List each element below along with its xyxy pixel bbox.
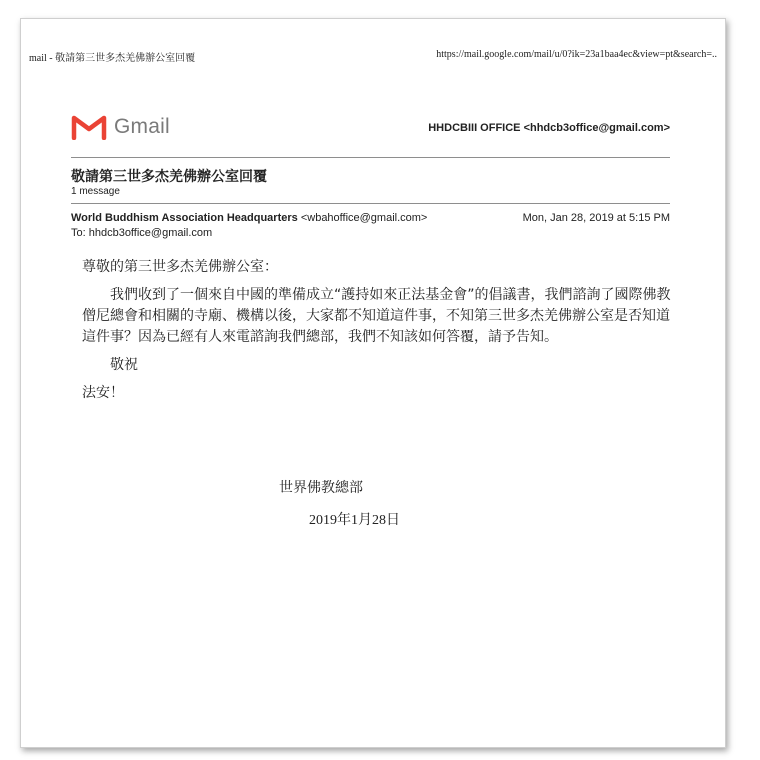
signature-date: 2019年1月28日 xyxy=(309,513,400,528)
gmail-logo xyxy=(71,114,170,140)
print-header-url: https://mail.google.com/mail/u/0?ik=23a1baa4ec&view=pt&search=.. xyxy=(436,49,717,60)
account-email: HHDCBIII OFFICE <hhdcb3office@gmail.com> xyxy=(428,122,670,134)
printed-page xyxy=(20,18,726,748)
gmail-m-icon xyxy=(71,114,107,140)
closing-line-1: 敬祝 xyxy=(110,357,138,373)
print-header-title: mail - 敬請第三世多杰羌佛辦公室回覆 xyxy=(29,53,196,64)
print-header xyxy=(29,49,717,64)
body-paragraph: 我們收到了一個來自中國的準備成立“護持如來正法基金會”的倡議書，我們諮詢了國際佛教僧尼總會和相關的寺廟、機構以後，大家都不知道這件事，不知第三世多杰羌佛辦公室是否知道這件事？因為已經有人來電諮詢我們總部，我們不知該如何答覆，請予告知。 xyxy=(82,287,671,345)
sender-name: World Buddhism Association Headquarters xyxy=(71,212,298,224)
divider xyxy=(71,157,670,158)
message-date: Mon, Jan 28, 2019 at 5:15 PM xyxy=(522,212,670,224)
message-count: 1 message xyxy=(71,186,120,197)
thread-subject: 敬請第三世多杰羌佛辦公室回覆 xyxy=(71,168,267,184)
signature-organization: 世界佛教總部 xyxy=(279,480,363,496)
divider xyxy=(71,203,670,204)
sender-email: <wbahoffice@gmail.com> xyxy=(300,212,428,224)
gmail-logo-text: Gmail xyxy=(114,115,170,138)
message-body xyxy=(82,257,672,404)
sender xyxy=(71,212,427,224)
closing-line-2: 法安！ xyxy=(82,385,124,401)
greeting: 尊敬的第三世多杰羌佛辦公室： xyxy=(82,259,278,275)
recipient: To: hhdcb3office@gmail.com xyxy=(71,227,213,239)
